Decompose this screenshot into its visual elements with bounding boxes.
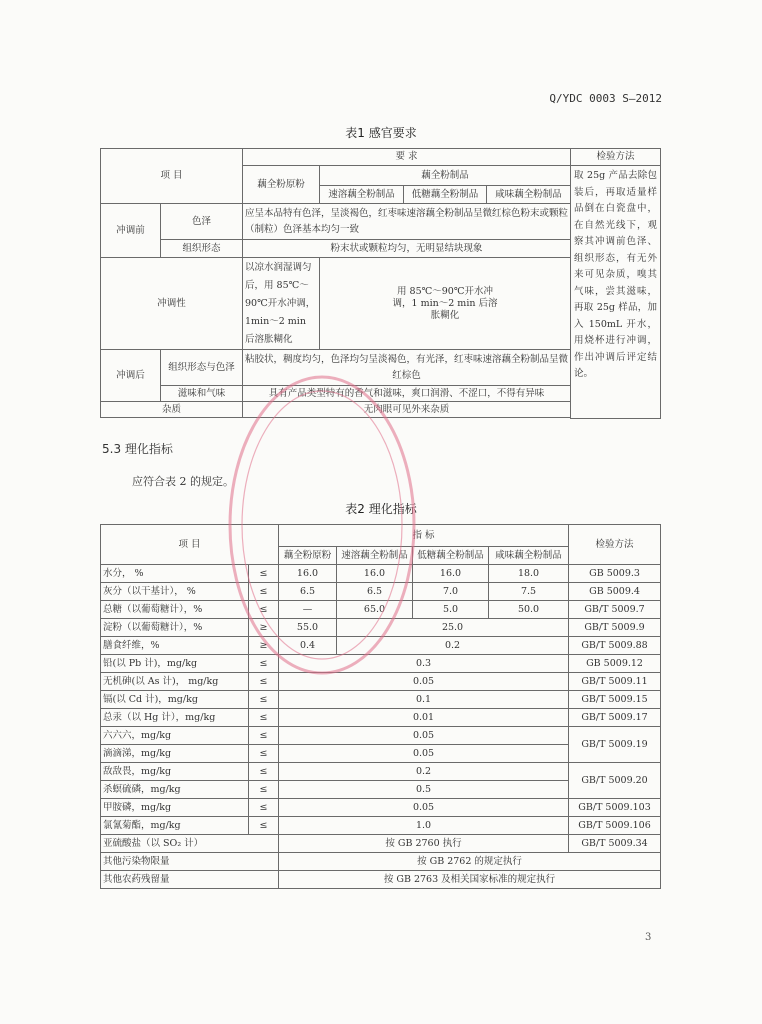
table-row (101, 799, 661, 817)
row-value: 25.0 (337, 619, 569, 637)
t2-header-raw: 藕全粉原粉 (279, 547, 337, 565)
t1-group-solubility: 冲调性 (101, 258, 243, 350)
row-item-name: 总汞（以 Hg 计），mg/kg (101, 709, 249, 727)
row-limit-symbol: ≤ (249, 745, 279, 763)
row-method: GB 5009.3 (569, 565, 661, 583)
row-value: 按 GB 2762 的规定执行 (279, 853, 661, 871)
row-item-name: 滴滴涕，mg/kg (101, 745, 249, 763)
table-row (101, 763, 661, 781)
table2-caption: 表2 理化指标 (345, 502, 417, 516)
t2-header-item: 项 目 (101, 525, 279, 565)
row-value: 0.5 (279, 781, 569, 799)
row-method: GB 5009.4 (569, 583, 661, 601)
row-limit-symbol: ≤ (249, 799, 279, 817)
table-row (101, 817, 661, 835)
t1-header-item: 项 目 (101, 149, 243, 204)
t1-group-after: 冲调后 (101, 350, 161, 402)
row-limit-symbol: ≥ (249, 637, 279, 655)
row-value: 0.05 (279, 673, 569, 691)
row-limit-symbol: ≤ (249, 763, 279, 781)
row-limit-symbol: ≤ (249, 709, 279, 727)
row-item-name: 甲胺磷，mg/kg (101, 799, 249, 817)
row-method: GB/T 5009.34 (569, 835, 661, 853)
sensory-table (100, 148, 661, 419)
t1-texture-text: 粉末状或颗粒均匀，无明显结块现象 (243, 240, 571, 258)
row-value: 1.0 (279, 817, 569, 835)
t1-row-taste: 滋味和气味 (161, 386, 243, 402)
t1-header-raw: 藕全粉原粉 (243, 166, 320, 204)
row-item-name: 氯氰菊酯，mg/kg (101, 817, 249, 835)
row-value: 0.3 (279, 655, 569, 673)
row-limit-symbol: ≤ (249, 673, 279, 691)
row-value: 0.05 (279, 745, 569, 763)
row-value: 0.4 (279, 637, 337, 655)
row-value: 6.5 (279, 583, 337, 601)
t1-header-lowsugar: 低糖藕全粉制品 (404, 186, 487, 204)
row-method: GB/T 5009.11 (569, 673, 661, 691)
row-method: GB/T 5009.20 (569, 763, 661, 799)
row-method: GB/T 5009.7 (569, 601, 661, 619)
row-item-name: 杀螟硫磷，mg/kg (101, 781, 249, 799)
row-item-name: 淀粉（以葡萄糖计），% (101, 619, 249, 637)
row-limit-symbol: ≤ (249, 601, 279, 619)
table1-caption: 表1 感官要求 (345, 126, 417, 140)
standard-code: Q/YDC 0003 S—2012 (549, 92, 662, 105)
table-row (101, 691, 661, 709)
row-method: GB/T 5009.19 (569, 727, 661, 763)
row-value: 0.05 (279, 727, 569, 745)
row-item-name: 亚硫酸盐（以 SO₂ 计） (101, 835, 279, 853)
row-value: 7.0 (413, 583, 489, 601)
row-value: 0.01 (279, 709, 569, 727)
table-row (101, 565, 661, 583)
row-item-name: 六六六，mg/kg (101, 727, 249, 745)
t2-header-instant: 速溶藕全粉制品 (337, 547, 413, 565)
t1-solubility-products: 用 85℃～90℃开水冲调，1 min～2 min 后溶胀糊化 (320, 258, 571, 350)
t1-header-instant: 速溶藕全粉制品 (320, 186, 404, 204)
row-value: 按 GB 2760 执行 (279, 835, 569, 853)
row-value: 0.1 (279, 691, 569, 709)
row-value: 6.5 (337, 583, 413, 601)
t1-row-appearance: 组织形态与色泽 (161, 350, 243, 386)
t1-header-method: 检验方法 (571, 149, 661, 166)
row-method: GB/T 5009.106 (569, 817, 661, 835)
row-limit-symbol: ≥ (249, 619, 279, 637)
row-method: GB/T 5009.17 (569, 709, 661, 727)
row-value: 55.0 (279, 619, 337, 637)
row-item-name: 膳食纤维，% (101, 637, 249, 655)
row-limit-symbol: ≤ (249, 727, 279, 745)
row-value: — (279, 601, 337, 619)
table-row (101, 835, 661, 853)
section-paragraph: 应符合表 2 的规定。 (132, 475, 234, 488)
row-value: 0.2 (337, 637, 569, 655)
t2-header-index: 指 标 (279, 525, 569, 547)
t2-header-method: 检验方法 (569, 525, 661, 565)
t1-color-text: 应呈本品特有色泽，呈淡褐色，红枣味速溶藕全粉制品呈微红棕色粉末或颗粒（制粒）色泽基本均匀一致 (243, 204, 571, 240)
t2-header-salty: 咸味藕全粉制品 (489, 547, 569, 565)
table-row (101, 727, 661, 745)
row-item-name: 水分， % (101, 565, 249, 583)
row-value: 65.0 (337, 601, 413, 619)
row-item-name: 灰分（以干基计）， % (101, 583, 249, 601)
row-value: 50.0 (489, 601, 569, 619)
row-limit-symbol: ≤ (249, 691, 279, 709)
row-method: GB/T 5009.15 (569, 691, 661, 709)
table-row (101, 871, 661, 889)
table-row (101, 853, 661, 871)
t1-row-impurity: 杂质 (101, 402, 243, 418)
row-value: 按 GB 2763 及相关国家标准的规定执行 (279, 871, 661, 889)
t2-header-lowsugar: 低糖藕全粉制品 (413, 547, 489, 565)
row-item-name: 敌敌畏，mg/kg (101, 763, 249, 781)
row-value: 16.0 (413, 565, 489, 583)
physicochemical-table (100, 524, 661, 889)
table-row (101, 637, 661, 655)
t1-impurity-text: 无肉眼可见外来杂质 (243, 402, 571, 418)
t1-header-salty: 咸味藕全粉制品 (487, 186, 571, 204)
t1-row-color: 色泽 (161, 204, 243, 240)
row-item-name: 总糖（以葡萄糖计），% (101, 601, 249, 619)
t1-header-products: 藕全粉制品 (320, 166, 571, 186)
table-row (101, 601, 661, 619)
row-limit-symbol: ≤ (249, 565, 279, 583)
row-method: GB/T 5009.88 (569, 637, 661, 655)
page-number: 3 (645, 932, 652, 943)
row-limit-symbol: ≤ (249, 781, 279, 799)
table-row (101, 673, 661, 691)
table-row (101, 709, 661, 727)
section-title: 5.3 理化指标 (102, 442, 173, 456)
t1-group-before: 冲调前 (101, 204, 161, 258)
t1-taste-text: 具有产品类型特有的香气和滋味，爽口润滑、不涩口，不得有异味 (243, 386, 571, 402)
row-item-name: 其他农药残留量 (101, 871, 279, 889)
row-item-name: 铅(以 Pb 计)，mg/kg (101, 655, 249, 673)
table-row (101, 655, 661, 673)
row-value: 7.5 (489, 583, 569, 601)
t1-row-texture: 组织形态 (161, 240, 243, 258)
row-limit-symbol: ≤ (249, 583, 279, 601)
t1-solubility-raw: 以凉水润湿调匀后，用 85℃～90℃开水冲调，1min～2 min 后溶胀糊化 (243, 258, 320, 350)
row-method: GB/T 5009.9 (569, 619, 661, 637)
table-row (101, 583, 661, 601)
table-row (101, 619, 661, 637)
t1-header-requirement: 要 求 (243, 149, 571, 166)
row-value: 5.0 (413, 601, 489, 619)
row-item-name: 其他污染物限量 (101, 853, 279, 871)
row-method: GB 5009.12 (569, 655, 661, 673)
t1-method-text: 取 25g 产品去除包装后，再取适量样品倒在白瓷盘中，在自然光线下，观察其冲调前色泽、组织形态，有无外来可见杂质，嗅其气味，尝其滋味，再取 25g 样品，加入 150mL 开水，用烧杯进行冲调，作出冲调后评定结论。 (571, 166, 661, 419)
row-limit-symbol: ≤ (249, 817, 279, 835)
row-method: GB/T 5009.103 (569, 799, 661, 817)
row-limit-symbol: ≤ (249, 655, 279, 673)
row-item-name: 无机砷(以 As 计)， mg/kg (101, 673, 249, 691)
row-value: 16.0 (337, 565, 413, 583)
row-value: 18.0 (489, 565, 569, 583)
row-value: 0.05 (279, 799, 569, 817)
row-value: 16.0 (279, 565, 337, 583)
row-value: 0.2 (279, 763, 569, 781)
row-item-name: 镉(以 Cd 计)，mg/kg (101, 691, 249, 709)
t1-appearance-text: 粘胶状，稠度均匀，色泽均匀呈淡褐色，有光泽，红枣味速溶藕全粉制品呈微红棕色 (243, 350, 571, 386)
